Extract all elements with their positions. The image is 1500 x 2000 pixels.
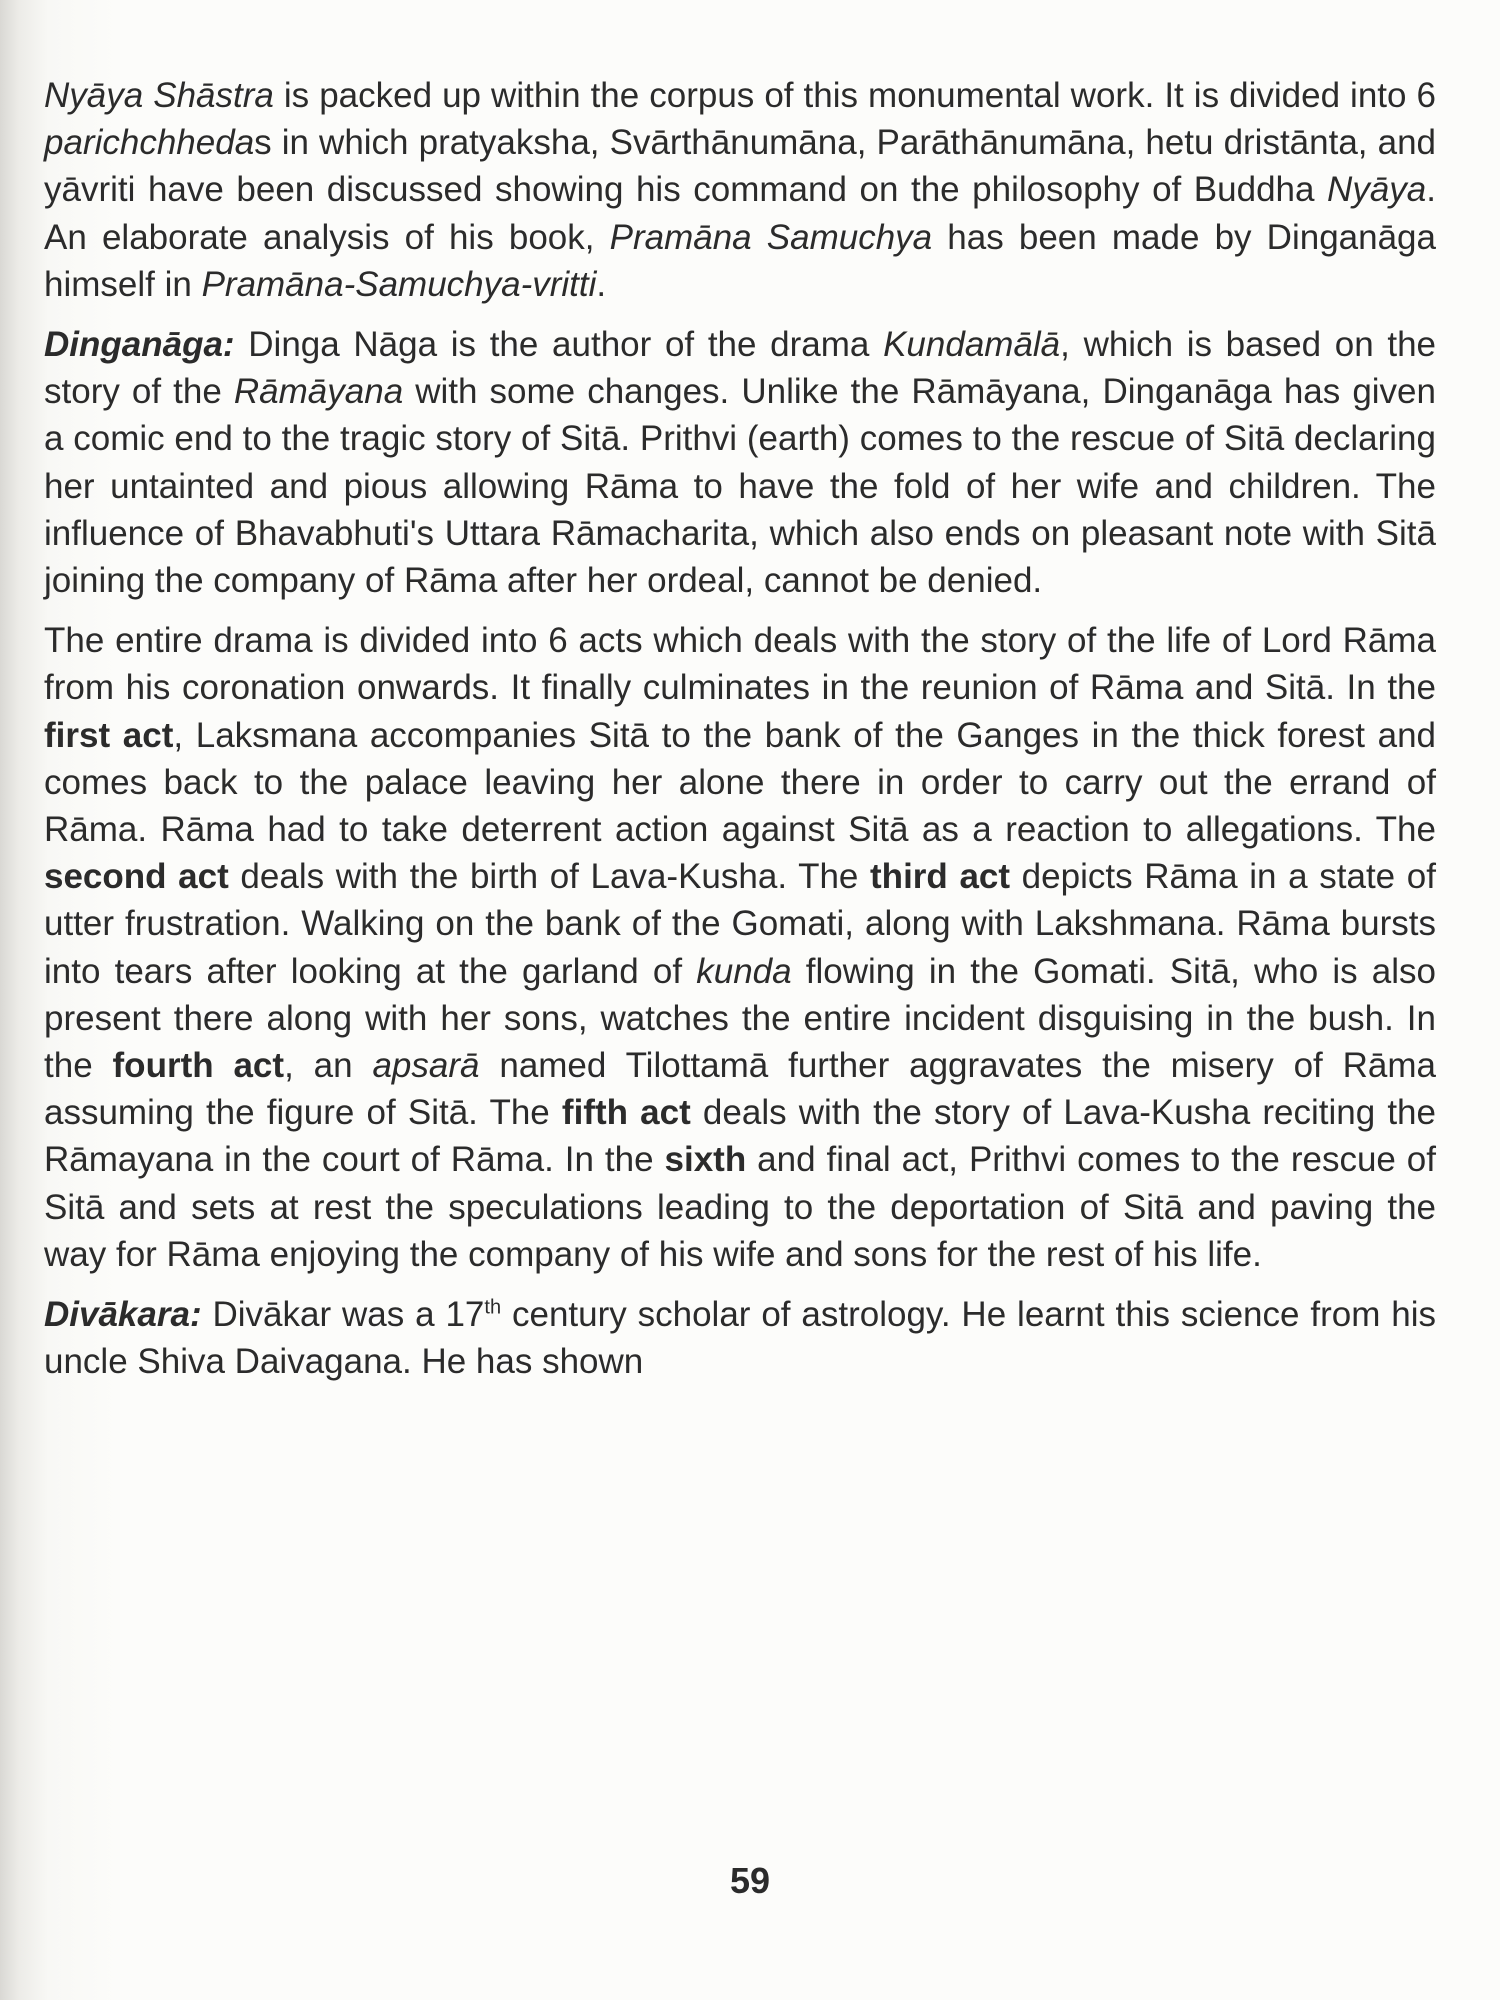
paragraph-dinganaga [44,321,1436,604]
text-run: s in which pratyaksha, Svārthānumāna, Parāthānumāna, hetu dristānta, and yāvriti have been discussed showing his command on the philosophy of Buddha [44,123,1436,210]
term-pramana-samuchya: Pramāna Samuchya [609,217,933,257]
term-pramana-samuchya-vritti: Pramāna-Samuchya-vritti [201,264,597,304]
bold-first-act: first act [44,715,174,755]
superscript-th: th [484,1296,502,1319]
text-run: Dinga Nāga is the author of the drama [234,325,884,365]
paragraph-drama-acts [44,617,1436,1278]
text-run: , Laksmana accompanies Sitā to the bank of the Ganges in the thick forest and comes back to the palace leaving her alone there in order to carry out the errand of Rāma. Rāma had to take deterrent action against Sitā as a reaction to allegations. The [44,715,1437,850]
text-run: flowing in the Gomati. Sitā, who is also present there along with her sons, watches the entire incident disguising in the bush. In the [44,951,1436,1086]
text-run: century scholar of astrology. He learnt this science from his uncle Shiva Daivagana. He has shown [44,1295,1436,1382]
bold-third-act: third act [870,857,1011,897]
body-text [44,72,1436,1398]
text-run: . An elaborate analysis of his book, [44,170,1436,257]
term-apsara: apsarā [372,1046,480,1086]
bold-fifth-act: fifth act [561,1093,691,1133]
bold-sixth: sixth [664,1140,747,1180]
text-run: has been made by Dinganāga himself in [44,217,1436,304]
term-nyaya-shastra: Nyāya Shāstra [44,76,274,115]
text-run: deals with the story of Lava-Kusha reciting the Rāmayana in the court of Rāma. In the [44,1093,1436,1180]
text-run: is packed up within the corpus of this monumental work. It is divided into 6 [273,76,1436,115]
text-run: The entire drama is divided into 6 acts which deals with the story of the life of Lord Rāma from his coronation onwards. It finally culminates in the reunion of Rāma and Sitā. In the [44,621,1436,708]
term-ramayana: Rāmāyana [233,372,404,412]
text-run: deals with the birth of Lava-Kusha. The [228,857,871,897]
text-run: , which is based on the story of the [44,325,1436,412]
term-nyaya: Nyāya [1327,170,1427,210]
term-kundamala: Kundamālā [883,325,1061,365]
text-run: depicts Rāma in a state of utter frustration. Walking on the bank of the Gomati, along with Lakshmana. Rāma bursts into tears after looking at the garland of [44,857,1436,991]
page-number: 59 [729,1860,771,1901]
text-run: named Tilottamā further aggravates the misery of Rāma assuming the figure of Sitā. The [44,1046,1436,1133]
text-run: with some changes. Unlike the Rāmāyana, Dinganāga has given a comic end to the tragic story of Sitā. Prithvi (earth) comes to the rescue of Sitā declaring her untainted and pious allowing Rāma to have the fold of her wife and children. The influence of Bhavabhuti's Uttara Rāmacharita, which also ends on pleasant note with Sitā joining the company of Rāma after her ordeal, cannot be denied. [44,372,1436,601]
entry-heading-dinganaga: Dinganāga: [44,325,235,365]
bold-second-act: second act [44,857,229,897]
paragraph-divakara [44,1291,1436,1385]
text-run: . [596,264,607,304]
paragraph-nyaya-shastra [44,72,1436,308]
term-kunda: kunda [696,951,792,991]
term-parichchheda: parichchheda [44,123,255,163]
entry-heading-divakara: Divākara: [44,1295,202,1335]
text-run: , an [284,1046,373,1086]
text-run: Divākar was a 17 [201,1295,485,1335]
text-run: and final act, Prithvi comes to the rescue of Sitā and sets at rest the speculations leading to the deportation of Sitā and paving the way for Rāma enjoying the company of his wife and sons for the rest of his life. [44,1140,1436,1274]
bold-fourth-act: fourth act [112,1046,285,1086]
